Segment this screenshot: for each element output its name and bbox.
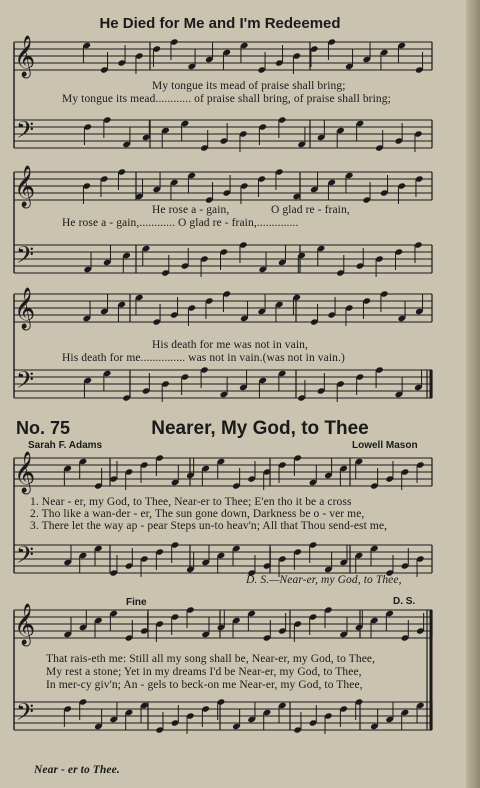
page-spine-shadow [466, 0, 480, 788]
lyric-lower-1: My tongue its mead............ of praise shall bring, of praise shall bring; [62, 93, 391, 105]
hymn-number: No. 75 [16, 418, 71, 438]
treble-clef-icon: 𝄞 [14, 166, 36, 207]
lyric-upper-1: My tongue its mead of praise shall bring; [152, 80, 346, 92]
ds-instruction-line: D. S.—Near-er, my God, to Thee, [246, 574, 402, 586]
treble-clef-icon: 𝄞 [14, 288, 36, 329]
bass-clef-icon: 𝄢 [16, 698, 35, 731]
end-lyric: Near - er to Thee. [34, 764, 120, 776]
hymn-title-nearer: Nearer, My God, to Thee [151, 418, 369, 439]
treble-clef-icon: 𝄞 [14, 36, 36, 77]
verse-1-line-a: 1. Near - er, my God, to Thee, Near-er to Thee; E'en tho it be a cross [30, 496, 352, 508]
verse-3-line-a: 3. There let the way ap - pear Steps un-to heav'n; All that Thou send-est me, [30, 520, 388, 532]
bass-clef-icon: 𝄢 [16, 541, 35, 574]
treble-clef-icon: 𝄞 [14, 452, 36, 493]
hymn-composer: Lowell Mason [352, 440, 418, 451]
hymn-author: Sarah F. Adams [28, 440, 103, 451]
verse-2-line-b: My rest a stone; Yet in my dreams I'd be Near-er, my God, to Thee, [46, 666, 362, 678]
treble-clef-icon: 𝄞 [14, 604, 36, 645]
lyric-lower-3: His death for me............... was not in vain.(was not in vain.) [62, 352, 345, 364]
bass-clef-icon: 𝄢 [16, 116, 35, 149]
verse-2-line-a: 2. Tho like a wan-der - er, The sun gone down, Darkness be o - ver me, [30, 508, 365, 520]
verse-3-line-b: In mer-cy giv'n; An - gels to beck-on me Near-er, my God, to Thee, [46, 679, 363, 691]
ds-mark: D. S. [393, 596, 416, 607]
lyric-upper-3: His death for me was not in vain, [152, 339, 308, 351]
hymn-title-redeemed: He Died for Me and I'm Redeemed [99, 15, 341, 32]
lyric-lower-2: He rose a - gain,............ O glad re - frain,.............. [62, 217, 299, 229]
fine-mark: Fine [126, 597, 147, 608]
bass-clef-icon: 𝄢 [16, 366, 35, 399]
verse-1-line-b: That rais-eth me: Still all my song shall be, Near-er, my God, to Thee, [46, 653, 376, 665]
bass-clef-icon: 𝄢 [16, 241, 35, 274]
lyric-upper-2: He rose a - gain, O glad re - frain, [152, 204, 350, 216]
